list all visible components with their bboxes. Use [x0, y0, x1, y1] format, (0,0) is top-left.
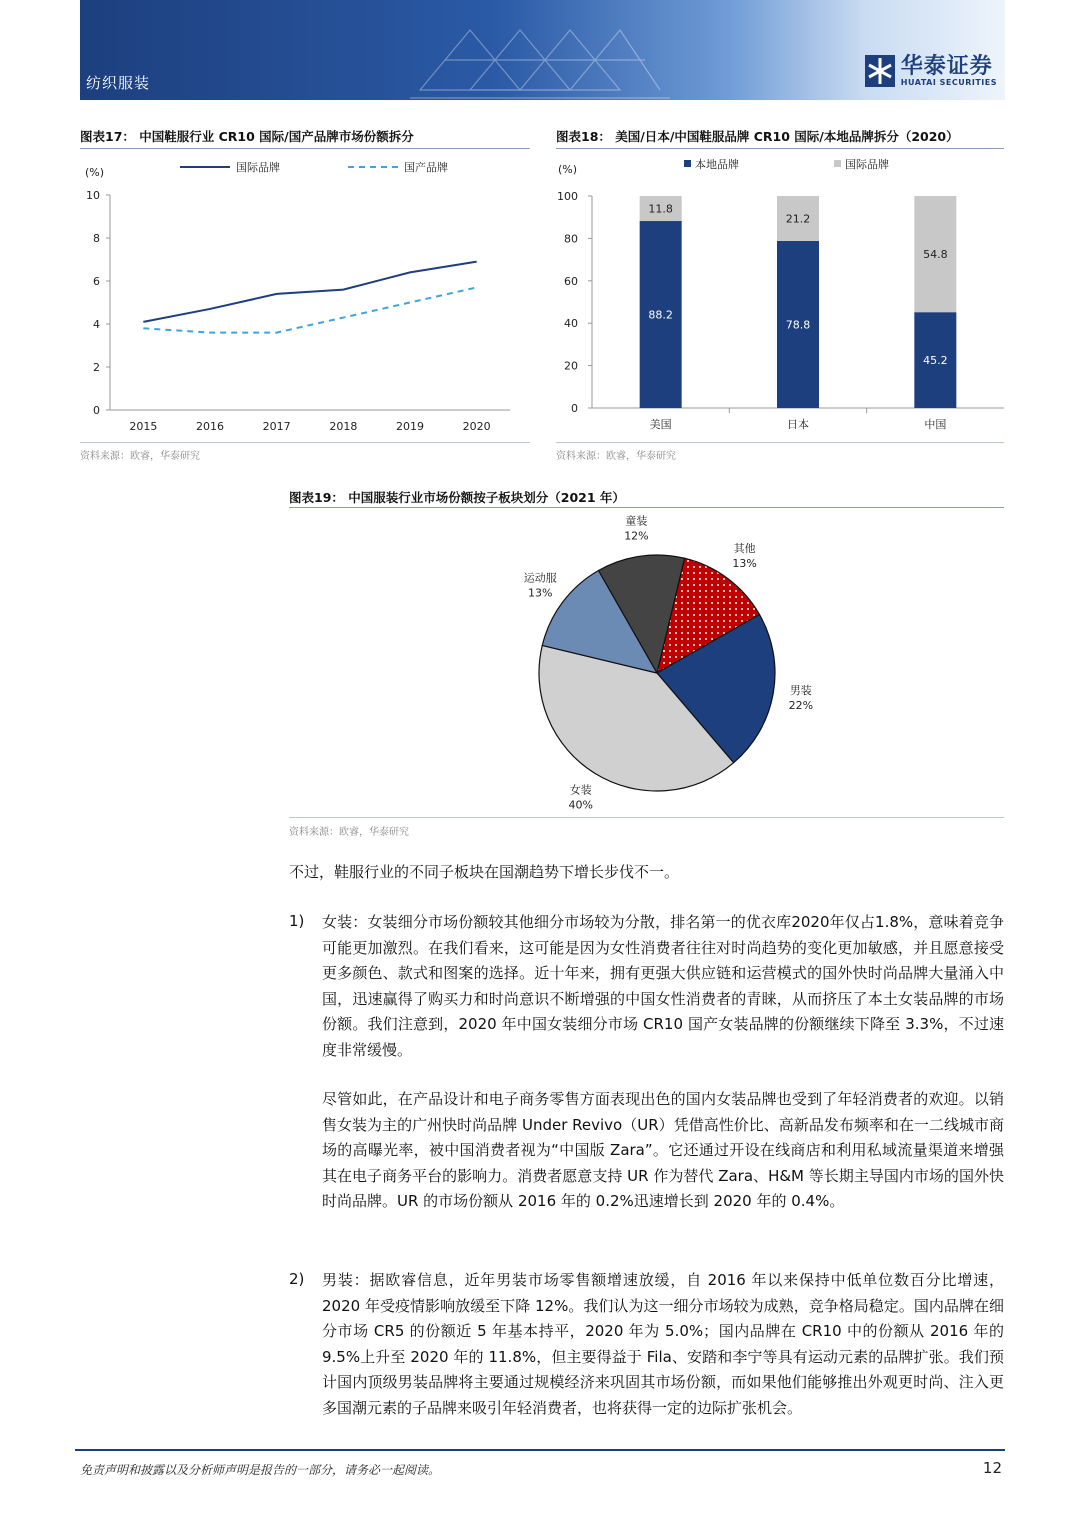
x-tick-label: 2018 [329, 420, 358, 433]
data-label: 45.2 [923, 354, 948, 368]
figure17-top-rule [80, 148, 530, 149]
page-header [80, 0, 1005, 100]
y-axis-unit: (%) [558, 163, 578, 176]
legend-label: 国际品牌 [236, 161, 280, 174]
data-label: 78.8 [785, 318, 811, 332]
footer-disclaimer: 免责声明和披露以及分析师声明是报告的一部分，请务必一起阅读。 [80, 1463, 441, 1477]
figure18-top-rule [556, 148, 1004, 149]
figure19-bottom-rule [289, 817, 1004, 818]
y-tick-label: 10 [86, 189, 100, 202]
data-label: 88.2 [648, 308, 673, 322]
slice-name-label: 童装 [625, 514, 648, 528]
x-tick-label: 2016 [196, 420, 224, 433]
figure19-pie-chart [289, 510, 1004, 815]
slice-percent-label: 12% [624, 529, 649, 543]
figure17-line-chart [80, 150, 530, 440]
x-tick-label: 美国 [649, 418, 672, 431]
legend-swatch [684, 160, 691, 167]
y-tick-label: 80 [564, 232, 578, 246]
y-tick-label: 0 [571, 402, 578, 415]
y-tick-label: 0 [93, 404, 100, 417]
list-number-2: 2) [289, 1270, 305, 1288]
y-tick-label: 20 [564, 359, 578, 373]
section-name: 纺织服装 [86, 74, 151, 92]
x-tick-label: 2015 [129, 420, 158, 433]
page-number: 12 [982, 1459, 1002, 1477]
menswear-paragraph: 男装：据欧睿信息，近年男装市场零售额增速放缓，自 2016 年以来保持中低单位数百分比增速，2020 年受疫情影响放缓至下降 12%。我们认为这一细分市场较为成熟，竞争格局稳定。国内品牌在细分市场 CR5 的份额近 5 年基本持平，2020 年为 5.0%；国内品牌在 CR10 中的份额从 2016 年的 9.5%上升至 2020 年的 11.8%，但主要得益于 Fila、安踏和李宁等具有运动元素的品牌扩张。我们预计国内顶级男装品牌将主要通过规模经济来巩固其市场份额，而如果他们能够推出外观更时尚、注入更多国潮元素的子品牌来吸引年轻消费者，也将获得一定的边际扩张机会。 [322, 1271, 1004, 1417]
slice-name-label: 运动服 [523, 571, 557, 585]
legend-label: 本地品牌 [695, 158, 739, 171]
x-tick-label: 2020 [462, 420, 491, 433]
figure19-title: 图表19： 中国服装行业市场份额按子板块划分（2021 年） [289, 490, 625, 505]
data-label: 54.8 [923, 248, 948, 262]
logo-text-cn: 华泰证券 [900, 53, 993, 79]
slice-percent-label: 13% [732, 557, 757, 571]
y-tick-label: 40 [564, 317, 578, 331]
header-decoration [410, 10, 670, 100]
footer-rule [75, 1449, 1005, 1451]
logo-text-en: HUATAI SECURITIES [900, 77, 997, 87]
y-tick-label: 8 [93, 232, 100, 245]
y-tick-label: 100 [557, 190, 578, 203]
figure19-source: 资料来源：欧睿，华泰研究 [289, 827, 409, 838]
figure17-bottom-rule [80, 442, 530, 443]
x-tick-label: 2017 [262, 420, 291, 433]
figure18-stacked-bar-chart [556, 150, 1004, 440]
slice-name-label: 男装 [789, 684, 812, 698]
womenswear-paragraph-2: 尽管如此，在产品设计和电子商务零售方面表现出色的国内女装品牌也受到了年轻消费者的欢迎。以销售女装为主的广州快时尚品牌 Under Revivo（UR）凭借高性价比、高新品发布频率和在一二线城市商场的高曝光率，被中国消费者视为“中国版 Zara”。它还通过开设在线商店和利用私域流量渠道来增强其在电子商务平台的影响力。消费者愿意支持 UR 作为替代 Zara、H&M 等长期主导国内市场的国外快时尚品牌。UR 的市场份额从 2016 年的 0.2%迅速增长到 2020 年的 0.4%。 [322, 1090, 1004, 1211]
womenswear-paragraph-1: 女装：女装细分市场份额较其他细分市场较为分散，排名第一的优衣库2020年仅占1.8%，意味着竞争可能更加激烈。在我们看来，这可能是因为女性消费者往往对时尚趋势的变化更加敏感，并且愿意接受更多颜色、款式和图案的选择。近十年来，拥有更强大供应链和运营模式的国外快时尚品牌大量涌入中国，迅速赢得了购买力和时尚意识不断增强的中国女性消费者的青睐，从而挤压了本土女装品牌的市场份额。我们注意到，2020 年中国女装细分市场 CR10 国产女装品牌的份额继续下降至 3.3%，不过速度非常缓慢。 [322, 913, 1004, 1059]
slice-percent-label: 40% [568, 798, 593, 812]
x-tick-label: 中国 [924, 418, 947, 431]
x-tick-label: 2019 [396, 420, 424, 433]
slice-percent-label: 13% [528, 586, 553, 600]
slice-percent-label: 22% [788, 699, 814, 713]
intro-paragraph: 不过，鞋服行业的不同子板块在国潮趋势下增长步伐不一。 [289, 863, 680, 881]
y-tick-label: 2 [93, 361, 100, 374]
y-tick-label: 6 [93, 275, 100, 288]
legend-label: 国际品牌 [845, 158, 889, 171]
figure17-title: 图表17： 中国鞋服行业 CR10 国际/国产品牌市场份额拆分 [80, 129, 414, 144]
legend-label: 国产品牌 [404, 161, 448, 174]
figure18-source: 资料来源：欧睿，华泰研究 [556, 451, 676, 462]
y-axis-unit: (%) [85, 166, 105, 179]
list-number-1: 1) [289, 912, 305, 930]
x-tick-label: 日本 [787, 418, 809, 431]
slice-name-label: 女装 [569, 783, 592, 797]
data-label: 21.2 [785, 212, 811, 226]
y-tick-label: 60 [564, 274, 578, 288]
figure18-title: 图表18： 美国/日本/中国鞋服品牌 CR10 国际/本地品牌拆分（2020） [556, 129, 959, 144]
series-line [143, 262, 476, 322]
figure17-source: 资料来源：欧睿，华泰研究 [80, 451, 200, 462]
legend-swatch [834, 160, 841, 167]
data-label: 11.8 [648, 202, 673, 216]
y-tick-label: 4 [93, 318, 100, 331]
slice-name-label: 其他 [733, 542, 756, 556]
figure18-bottom-rule [556, 442, 1004, 443]
huatai-logo-icon [865, 55, 895, 87]
figure19-top-rule [289, 507, 1004, 508]
series-line [143, 287, 476, 332]
huatai-logo [865, 55, 997, 87]
